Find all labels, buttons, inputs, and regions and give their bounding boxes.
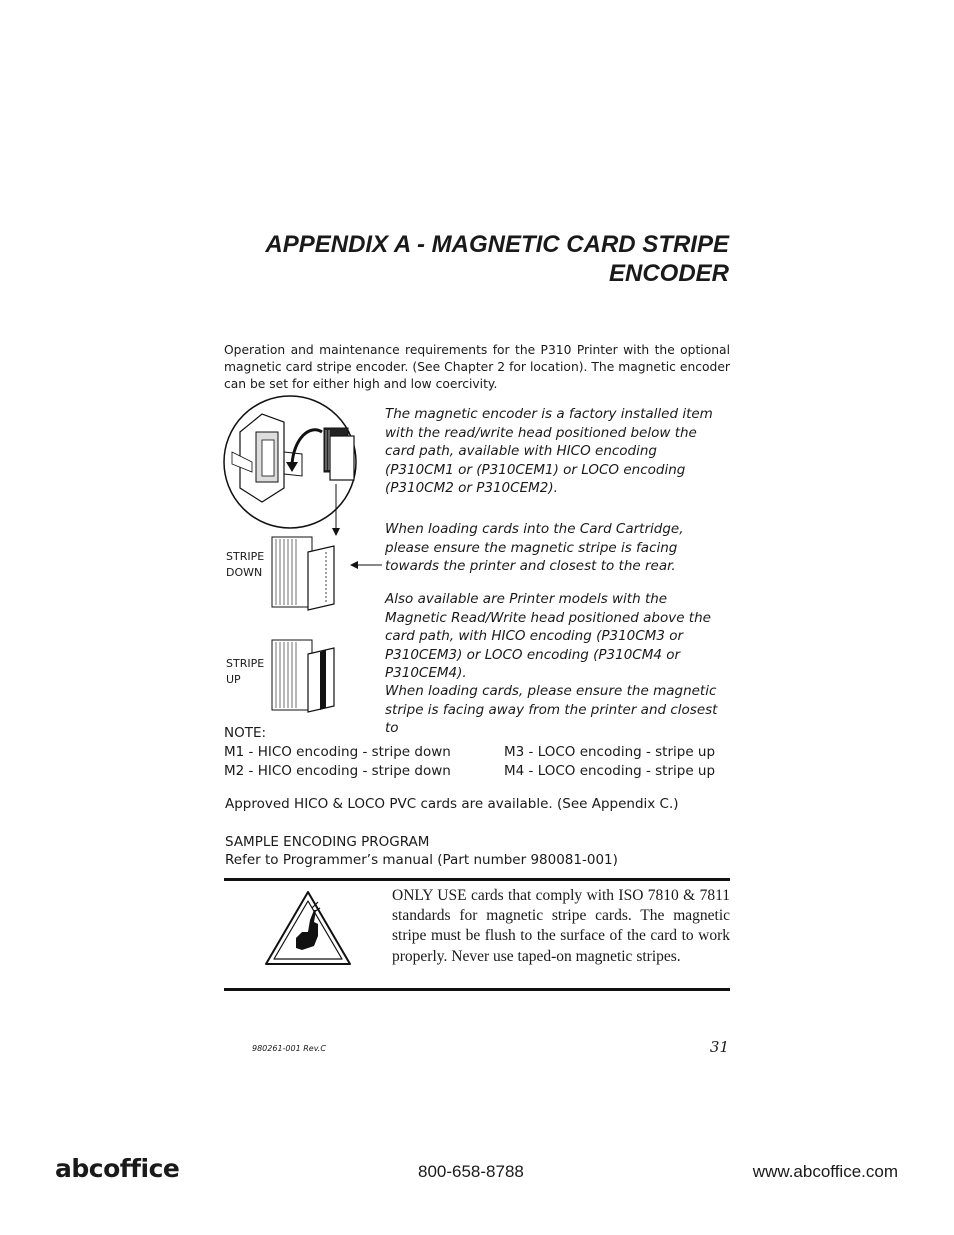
title-line-2: ENCODER [608,260,729,287]
side-paragraph-3: Also available are Printer models with the Magnetic Read/Write head positioned above the card path, with HICO encoding (P310CM3 or P310CEM3) or LOCO encoding (P310CM4 or P310CEM4). [385,591,711,681]
hand-warning-icon [262,888,354,968]
footer-phone[interactable]: 800-658-8788 [418,1162,524,1181]
note-item-m2: M2 - HICO encoding - stripe down [224,763,451,779]
card-stack-top [324,428,354,480]
page-number: 31 [709,1038,729,1056]
note-item-m4: M4 - LOCO encoding - stripe up [504,763,716,779]
side-paragraph-4: When loading cards, please ensure the magnetic stripe is facing away from the printer and closest to [385,683,718,736]
note-heading: NOTE: [224,725,267,741]
note-item-m1: M1 - HICO encoding - stripe down [224,744,451,760]
card-stack-stripe-up [272,640,334,712]
footer-brand-logo: abcoffice [55,1154,180,1183]
title-line-1: APPENDIX A - MAGNETIC CARD STRIPE [265,231,729,258]
footer-website-link[interactable]: www.abcoffice.com [752,1162,898,1181]
note-item-m3: M3 - LOCO encoding - stripe up [504,744,716,760]
doc-number: 980261-001 Rev.C [252,1044,326,1053]
warning-text: ONLY USE cards that comply with ISO 7810 & 7811 standards for magnetic stripe cards. The magnetic stripe must be flush to the surface of the card to work properly. Never use taped-on magnetic stripes. [392,887,730,965]
side-paragraph-2: When loading cards into the Card Cartridge, please ensure the magnetic stripe is facing towards the printer and closest to the rear. [385,521,684,574]
label-stripe-down: STRIPE DOWN [226,550,265,579]
side-paragraph-1: The magnetic encoder is a factory installed item with the read/write head positioned below the card path, available with HICO encoding (P310CM1 or (P310CEM1) or LOCO encoding (P310CM2 or P310CEM2). [385,406,713,496]
warning-rule-top [224,878,730,881]
card-stack-stripe-down [272,537,334,610]
label-stripe-up: STRIPE UP [226,657,265,686]
approved-text: Approved HICO & LOCO PVC cards are available. (See Appendix C.) [225,796,679,812]
intro-paragraph: Operation and maintenance requirements for the P310 Printer with the optional magnetic card stripe encoder. (See Chapter 2 for location). The magnetic encoder can be set for either high and low coercivity. [224,343,730,391]
sample-ref: Refer to Programmer’s manual (Part number 980081-001) [225,852,618,868]
warning-rule-bottom [224,988,730,991]
sample-heading: SAMPLE ENCODING PROGRAM [225,834,430,850]
page-title [226,230,729,288]
